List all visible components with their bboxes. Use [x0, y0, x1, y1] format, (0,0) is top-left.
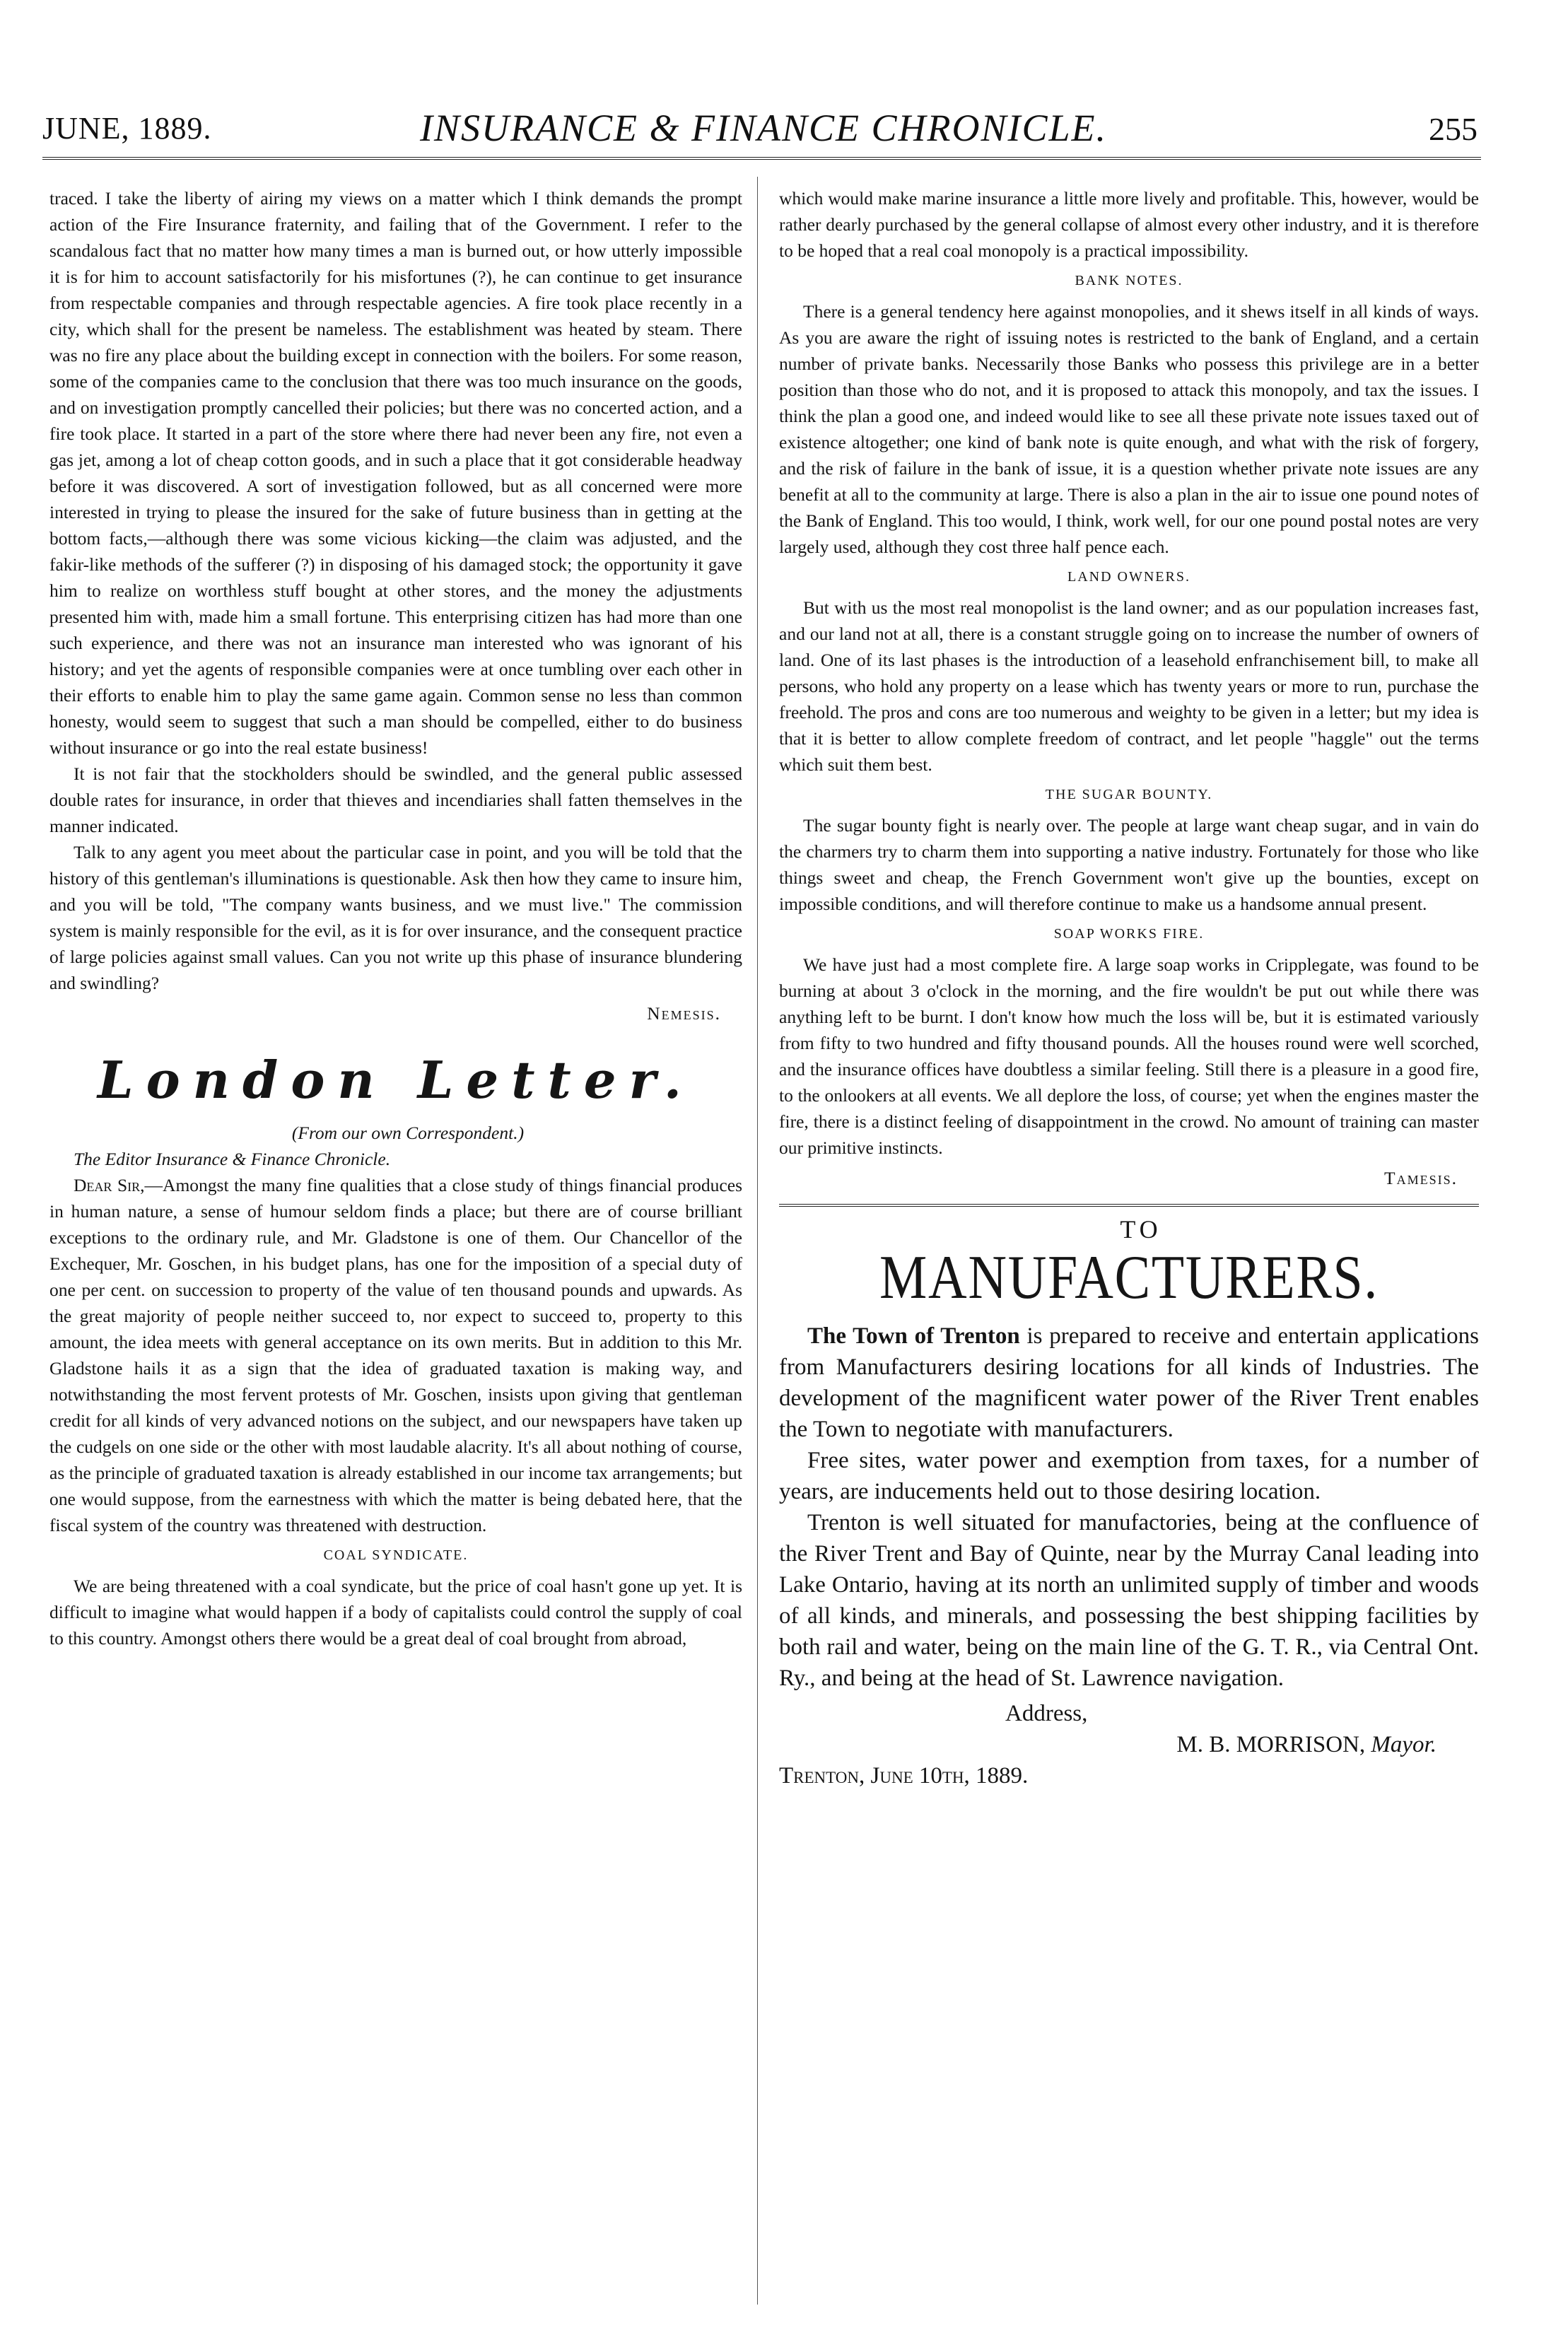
- article-paragraph: Talk to any agent you meet about the particular case in point, and you will be told that the history of this gentleman's illuminations is questionable. Ask then how they came to insure him, and you will be told, "The company wants business, and we must live." The commission system is mainly responsible for the evil, as it is for over insurance, and the consequent practice of large policies against small values. Can you not write up this phase of insurance blundering and swindling?: [49, 842, 742, 993]
- signer-name: M. B. MORRISON,: [1176, 1732, 1366, 1757]
- ad-heading: MANUFACTURERS.: [879, 1243, 1379, 1312]
- signer-title: Mayor.: [1371, 1732, 1437, 1757]
- page-number: 255: [1429, 111, 1478, 147]
- letter-paragraph: [49, 1172, 742, 1538]
- soap-fire-paragraph: We have just had a most complete fire. A large soap works in Cripplegate, was found to be burning at about 3 o'clock in the morning, and the fire wouldn't be put out while there was anything left to be burnt. I don't know how much the loss will be, but it is estimated variously from fifty to two hundred and fifty thousand pounds. All the houses round were well scorched, and the insurance offices have doubtless a similar feeling. Still there is a pleasure in a good fire, to the onlookers at all events. We all deplore the loss, of course; yet when the engines master the fire, there is a distinct feeling of disappointment in the crowd. No amount of training can master our primitive instincts.: [779, 954, 1479, 1158]
- section-heading-coal: COAL SYNDICATE.: [323, 1547, 469, 1563]
- sugar-paragraph: The sugar bounty fight is nearly over. The people at large want cheap sugar, and in vain do the charmers try to charm them into supporting a native industry. Fortunately for those who like things sweet and cheap, the French Government won't give up the bounties, except on impossible conditions, and will therefore continue to make us a handsome annual present.: [779, 815, 1479, 914]
- section-heading-soap-fire: SOAP WORKS FIRE.: [1053, 926, 1205, 942]
- ad-paragraph: Free sites, water power and exemption from taxes, for a number of years, are inducements held out to those desiring location.: [779, 1448, 1479, 1504]
- ad-dateline: Trenton, June 10th, 1889.: [779, 1763, 1029, 1789]
- london-letter-title: London Letter.: [98, 1050, 694, 1110]
- ad-town-name: The Town of Trenton: [807, 1323, 1020, 1349]
- signature-nemesis: Nemesis.: [647, 1003, 721, 1024]
- header-rule: [42, 157, 1481, 160]
- issue-date: JUNE, 1889.: [42, 111, 212, 146]
- ad-address-block: [779, 1698, 1479, 1791]
- right-column: [779, 185, 1479, 1791]
- section-heading-sugar: THE SUGAR BOUNTY.: [1045, 787, 1213, 802]
- advertisement-rule: [779, 1204, 1479, 1207]
- article-paragraph: It is not fair that the stockholders should be swindled, and the general public assessed double rates for insurance, in order that thieves and incendiaries shall fatten themselves in the manner indicated.: [49, 763, 742, 836]
- land-owners-paragraph: But with us the most real monopolist is the land owner; and as our population increases fast, and our land not at all, there is a constant struggle going on to increase the number of owners of land. One of its last phases is the introduction of a leasehold enfranchisement bill, to make all persons, who hold any property on a lease which has twenty years or more to run, purchase the freehold. The pros and cons are too numerous and weighty to be given in a letter; but my idea is that it is better to allow complete freedom of contract, and let people "haggle" out the terms which suit them best.: [779, 597, 1479, 775]
- signer-line: [779, 1729, 1479, 1760]
- addressee-line: The Editor Insurance & Finance Chronicle.: [74, 1149, 391, 1169]
- continuation-paragraph: which would make marine insurance a little more lively and profitable. This, however, would be rather dearly purchased by the general collapse of almost every other industry, and it is therefore to be hoped that a real coal monopoly is a practical impossibility.: [779, 188, 1479, 261]
- section-heading-bank-notes: BANK NOTES.: [1075, 273, 1183, 288]
- signature-tamesis: Tamesis.: [1384, 1168, 1458, 1188]
- ad-paragraph: Trenton is well situated for manufactories, being at the confluence of the River Trent and Bay of Quinte, near by the Murray Canal leading into Lake Ontario, having at its north an unlimited supply of timber and woods of all kinds, and minerals, and possessing the best shipping facilities by both rail and water, being on the main line of the G. T. R., via Central Ont. Ry., and being at the head of St. Lawrence navigation.: [779, 1510, 1479, 1691]
- correspondent-line: (From our own Correspondent.): [291, 1123, 525, 1143]
- publication-title: INSURANCE & FINANCE CHRONICLE.: [419, 107, 1107, 149]
- ad-paragraph-rest: is prepared to receive and entertain applications from Manufacturers desiring locations for all kinds of Industries. The development of the magnificent water power of the River Trent enables the Town to negotiate with manufacturers.: [779, 1323, 1479, 1442]
- section-heading-land-owners: LAND OWNERS.: [1067, 569, 1190, 585]
- advertisement: [779, 1217, 1479, 1791]
- ad-paragraph: [779, 1321, 1479, 1445]
- left-column: [49, 185, 742, 1651]
- letter-body: —Amongst the many fine qualities that a close study of things financial produces in human nature, a sense of humour seldom finds a place; but there are of course brilliant exceptions to the ordinary rule, and Mr. Gladstone is one of them. Our Chancellor of the Exchequer, Mr. Goschen, in his budget plans, has one for the imposition of a special duty of one per cent. on succession to property of the value of ten thousand pounds and upwards. As the great majority of people neither succeed to, nor expect to succeed to, property to this amount, the idea meets with general acceptance on its own merits. But in addition to this Mr. Gladstone hails it as a sign that the idea of graduated taxation is making way, and notwithstanding the most fervent protests of Mr. Goschen, insists upon giving that gentleman credit for all kinds of very advanced notions on the subject, and our newspapers have taken up the cudgels on one side or the other with most laudable alacrity. It's all about nothing of course, as the principle of graduated taxation is already established in our income tax arrangements; but one would suppose, from the earnestness with which the matter is being debated here, that the fiscal system of the country was threatened with destruction.: [49, 1175, 742, 1535]
- ad-body: [779, 1321, 1479, 1694]
- article-paragraph: traced. I take the liberty of airing my views on a matter which I think demands the prompt action of the Fire Insurance fraternity, and failing that of the Government. I refer to the scandalous fact that no matter how many times a man is burned out, or how utterly impossible it is for him to account satisfactorily for his misfortunes (?), he can continue to get insurance from respectable companies and through respectable agencies. A fire took place recently in a city, which shall for the present be nameless. The establishment was heated by steam. There was no fire any place about the building except in connection with the boilers. For some reason, some of the companies came to the conclusion that there was too much insurance on the goods, and on investigation promptly cancelled their policies; but there was no concerted action, and a fire took place. It started in a part of the store where there had never been any fire, not even a gas jet, among a lot of cheap cotton goods, and in such a place that it got considerable headway before it was discovered. A sort of investigation followed, but as all concerned were more interested in trying to please the insured for the sake of future business than in getting at the bottom facts,—although there was some vicious kicking—the claim was adjusted, and the fakir-like methods of the sufferer (?) in disposing of his damaged stock; the opportunity it gave him to realize on worthless stuff bought at other stores, and the money the adjustments presented him with, made him a small fortune. This enterprising citizen has had more than one such experience, and there was not an insurance man interested who was ignorant of his history; and yet the agents of responsible companies were at once tumbling over each other in their efforts to enable him to play the same game again. Common sense no less than common honesty, would seem to suggest that such a man should be compelled, either to do business without insurance or go into the real estate business!: [49, 188, 742, 758]
- ad-to-line: TO: [1120, 1215, 1162, 1243]
- address-label: Address,: [1005, 1701, 1088, 1726]
- bank-notes-paragraph: There is a general tendency here against monopolies, and it shews itself in all kinds of ways. As you are aware the right of issuing notes is restricted to the bank of England, and a certain number of private banks. Necessarily those Banks who possess this privilege are in a better position than those who do not, and it is proposed to attack this monopoly, and tax the issues. I think the plan a good one, and indeed would like to see all these private note issues taxed out of existence altogether; one kind of bank note is quite enough, and what with the risk of forgery, and the risk of failure in the bank of issue, it is a question whether private note issues are any benefit at all to the community at large. There is also a plan in the air to issue one pound notes of the Bank of England. This too would, I think, work well, for our one pound postal notes are very largely used, although they cost three half pence each.: [779, 301, 1479, 557]
- column-divider: [757, 177, 758, 2305]
- coal-paragraph: We are being threatened with a coal syndicate, but the price of coal hasn't gone up yet. It is difficult to imagine what would happen if a body of capitalists could control the supply of coal to this country. Amongst others there would be a great deal of coal brought from abroad,: [49, 1576, 742, 1649]
- salutation: Dear Sir,: [74, 1175, 145, 1195]
- page-header: [42, 106, 1478, 156]
